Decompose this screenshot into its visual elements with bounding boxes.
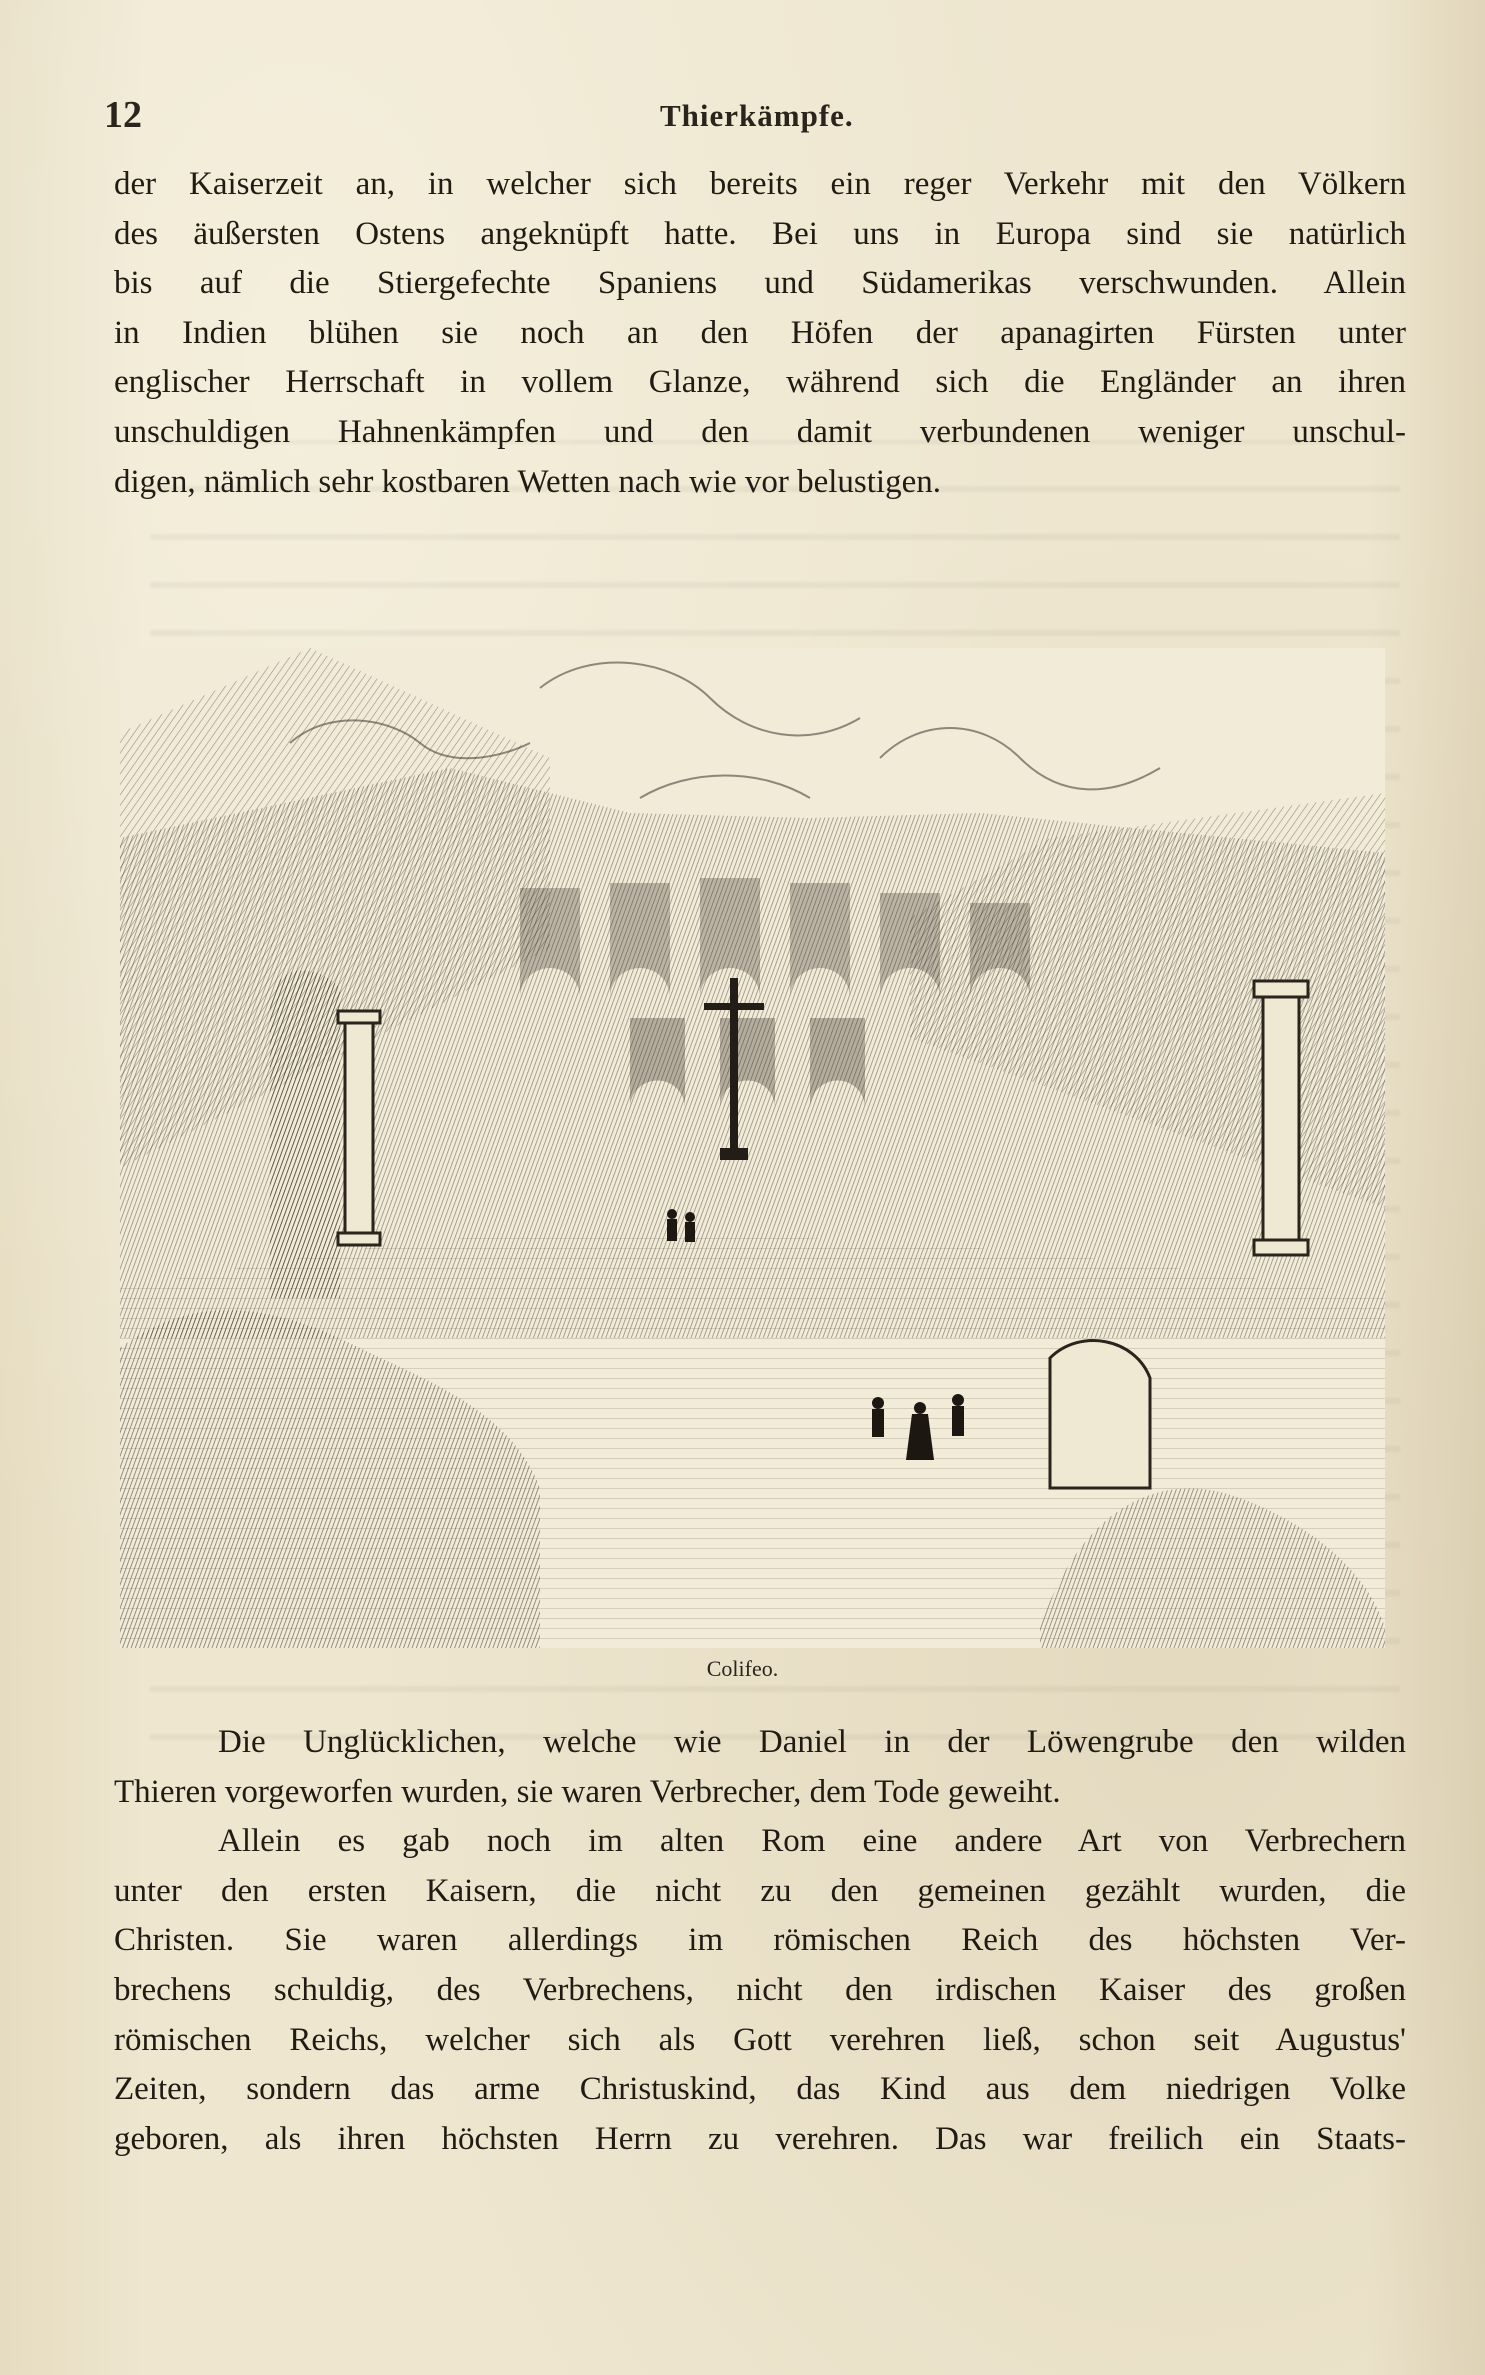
running-head: Thierkämpfe.: [660, 98, 854, 133]
paragraph-2-line-4: unter den ersten Kaisern, die nicht zu den gemeinen gezählt wurden, die: [114, 1872, 1406, 1909]
paragraph-2: [114, 1718, 1406, 2164]
paragraph-1-line-5: englischer Herrschaft in vollem Glanze, während sich die Engländer an ihren: [114, 364, 1406, 401]
paragraph-2-line-2: Thieren vorgeworfen wurden, sie waren Verbrecher, dem Tode geweiht.: [114, 1773, 1061, 1810]
paragraph-2-line-8: Zeiten, sondern das arme Christuskind, das Kind aus dem niedrigen Volke: [114, 2071, 1406, 2108]
page-number: 12: [104, 94, 142, 136]
colosseum-engraving: [120, 648, 1385, 1648]
paragraph-1-line-1: der Kaiserzeit an, in welcher sich bereits ein reger Verkehr mit den Völkern: [114, 166, 1406, 202]
paragraph-2-line-3: Allein es gab noch im alten Rom eine andere Art von Verbrechern: [218, 1823, 1406, 1860]
paragraph-2-line-9: geboren, als ihren höchsten Herrn zu verehren. Das war freilich ein Staats-: [114, 2120, 1406, 2157]
paragraph-1-line-7: digen, nämlich sehr kostbaren Wetten nach wie vor belustigen.: [114, 463, 941, 500]
figure-caption: Colifeo.: [706, 1656, 779, 1681]
paragraph-2-line-1: Die Unglücklichen, welche wie Daniel in der Löwengrube den wilden: [218, 1724, 1406, 1760]
paragraph-2-line-7: römischen Reichs, welcher sich als Gott verehren ließ, schon seit Augustus': [114, 2021, 1406, 2058]
paragraph-2-line-5: Christen. Sie waren allerdings im römischen Reich des höchsten Ver-: [114, 1922, 1406, 1959]
paragraph-1-line-4: in Indien blühen sie noch an den Höfen der apanagirten Fürsten unter: [114, 314, 1406, 351]
paragraph-2-line-6: brechens schuldig, des Verbrechens, nicht den irdischen Kaiser des großen: [114, 1971, 1406, 2008]
paragraph-1: [114, 160, 1406, 507]
colosseum-illustration: [120, 648, 1385, 1648]
right-column-ruin: [1254, 981, 1308, 1255]
paragraph-1-line-3: bis auf die Stiergefechte Spaniens und Südamerikas verschwunden. Allein: [114, 265, 1406, 302]
paragraph-1-line-6: unschuldigen Hahnenkämpfen und den damit verbundenen weniger unschul-: [114, 413, 1406, 450]
paragraph-1-line-2: des äußersten Ostens angeknüpft hatte. Bei uns in Europa sind sie natürlich: [114, 215, 1406, 252]
